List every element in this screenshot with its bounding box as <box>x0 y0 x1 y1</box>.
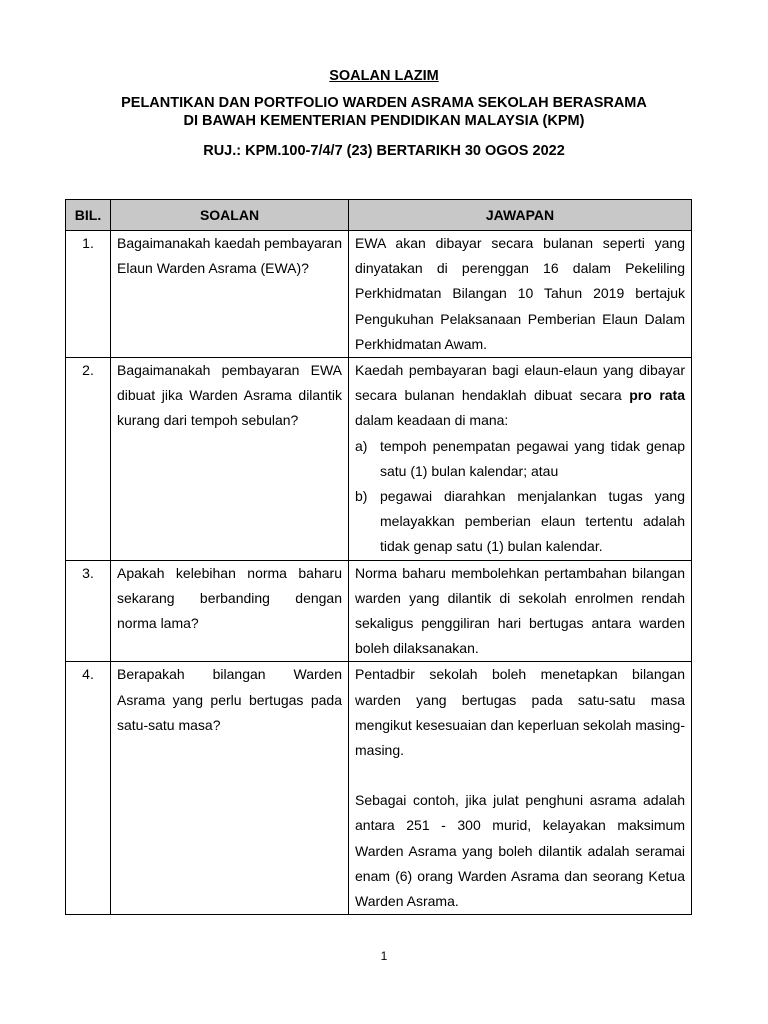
answer-paragraph: Sebagai contoh, jika julat penghuni asrama adalah antara 251 - 300 murid, kelayakan maksimum Warden Asrama yang boleh dilantik adalah seramai enam (6) orang Warden Asrama dan seorang Ketua Warden Asrama. <box>355 792 685 910</box>
answer-cell <box>349 662 692 915</box>
reference-line: RUJ.: KPM.100-7/4/7 (23) BERTARIKH 30 OGOS 2022 <box>203 143 565 159</box>
answer-cell: Norma baharu membolehkan pertambahan bilangan warden yang dilantik di sekolah enrolmen rendah sekaligus penggiliran hari bertugas antara warden boleh dilaksanakan. <box>349 560 692 662</box>
list-text: pegawai diarahkan menjalankan tugas yang melayakkan pemberian elaun tertentu adalah tidak genap satu (1) bulan kalendar. <box>380 488 685 555</box>
subtitle-line-2: DI BAWAH KEMENTERIAN PENDIDIKAN MALAYSIA (KPM) <box>183 113 585 129</box>
header-num: BIL. <box>66 200 111 231</box>
subtitle-line-1: PELANTIKAN DAN PORTFOLIO WARDEN ASRAMA SEKOLAH BERASRAMA <box>121 95 647 111</box>
header-question: SOALAN <box>111 200 349 231</box>
question-cell: Berapakah bilangan Warden Asrama yang perlu bertugas pada satu-satu masa? <box>111 662 349 915</box>
answer-paragraph: Pentadbir sekolah boleh menetapkan bilangan warden yang bertugas pada satu-satu masa mengikut kesesuaian dan keperluan sekolah masing-masing. <box>355 666 685 759</box>
table-header-row <box>66 200 692 231</box>
table-row <box>66 358 692 561</box>
row-number: 2. <box>66 358 111 561</box>
answer-intro <box>355 358 685 434</box>
document-title: SOALAN LAZIM <box>329 68 439 84</box>
list-item <box>355 484 685 560</box>
table-row <box>66 560 692 662</box>
answer-text: dalam keadaan di mana: <box>355 412 509 429</box>
answer-cell <box>349 358 692 561</box>
paragraph-spacer <box>355 763 685 788</box>
question-cell: Apakah kelebihan norma baharu sekarang berbanding dengan norma lama? <box>111 560 349 662</box>
page-number: 1 <box>380 949 388 963</box>
header-answer: JAWAPAN <box>349 200 692 231</box>
table-row <box>66 231 692 358</box>
list-marker: a) <box>355 437 368 454</box>
question-cell: Bagaimanakah kaedah pembayaran Elaun Warden Asrama (EWA)? <box>111 231 349 358</box>
question-cell: Bagaimanakah pembayaran EWA dibuat jika Warden Asrama dilantik kurang dari tempoh sebulan? <box>111 358 349 561</box>
row-number: 1. <box>66 231 111 358</box>
table-row <box>66 662 692 915</box>
row-number: 3. <box>66 560 111 662</box>
answer-cell: EWA akan dibayar secara bulanan seperti yang dinyatakan di perenggan 16 dalam Pekeliling Perkhidmatan Bilangan 10 Tahun 2019 bertajuk Pengukuhan Pelaksanaan Pemberian Elaun Dalam Perkhidmatan Awam. <box>349 231 692 358</box>
faq-table <box>65 199 692 915</box>
list-text: tempoh penempatan pegawai yang tidak genap satu (1) bulan kalendar; atau <box>380 437 685 479</box>
answer-text: Kaedah pembayaran bagi elaun-elaun yang dibayar secara bulanan hendaklah dibuat secara <box>355 362 685 404</box>
answer-bold-term: pro rata <box>629 387 686 404</box>
row-number: 4. <box>66 662 111 915</box>
document-subtitle <box>0 94 768 130</box>
list-marker: b) <box>355 488 368 505</box>
list-item <box>355 434 685 484</box>
